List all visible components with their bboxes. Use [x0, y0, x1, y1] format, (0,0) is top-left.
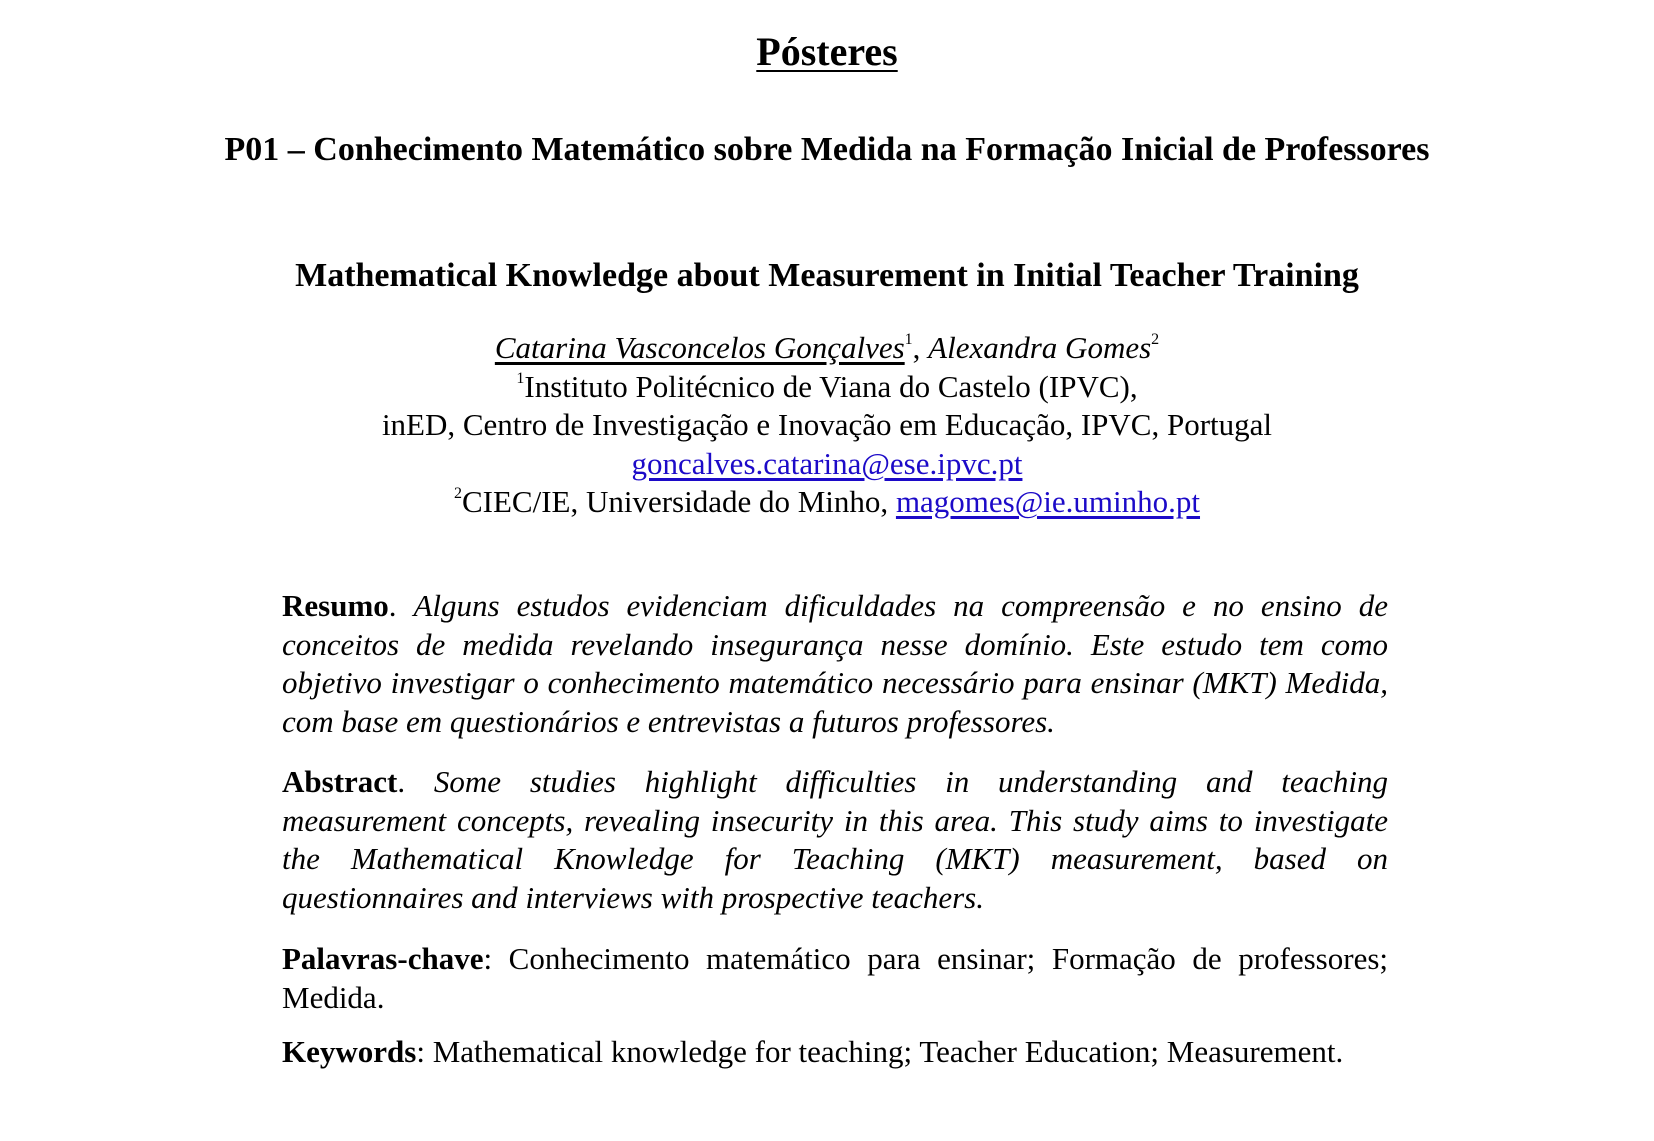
- abstract-label: Abstract: [282, 764, 398, 799]
- affiliation-2-institution: CIEC/IE, Universidade do Minho,: [461, 484, 896, 519]
- section-heading: Pósteres: [756, 29, 898, 74]
- email-link-author-2[interactable]: magomes@ie.uminho.pt: [895, 484, 1201, 519]
- resumo-label: Resumo: [282, 588, 389, 623]
- abstract-text: Some studies highlight difficulties in understanding and teaching measurement concepts, revealing insecurity in this area. This study aims to investigate the Mathematical Knowledge for Teaching (MKT) measurement, based on questionnaires and interviews with prospective teachers.: [282, 764, 1388, 915]
- affiliation-1-line-2: inED, Centro de Investigação e Inovação em Educação, IPVC, Portugal: [381, 407, 1273, 442]
- palavras-chave-punct: :: [483, 941, 509, 976]
- resumo-text: Alguns estudos evidenciam dificuldades na compreensão e no ensino de conceitos de medida revelando insegurança nesse domínio. Este estudo tem como objetivo investigar o conhecimento matemático necessário para ensinar (MKT) Medida, com base em questionários e entrevistas a futuros professores.: [282, 588, 1388, 739]
- resumo-paragraph: [282, 587, 1388, 741]
- author-second-name: Alexandra Gomes: [928, 330, 1152, 365]
- palavras-chave-text: Conhecimento matemático para ensinar; Formação de professores; Medida.: [282, 941, 1389, 1015]
- affiliation-2-line: [0, 483, 1654, 522]
- keywords-text: Mathematical knowledge for teaching; Teacher Education; Measurement.: [432, 1034, 1344, 1069]
- palavras-chave-label: Palavras-chave: [282, 941, 484, 976]
- affiliation-1-institution: Instituto Politécnico de Viana do Castelo (IPVC),: [524, 368, 1138, 404]
- author-separator: ,: [912, 330, 929, 365]
- authors-affiliations-block: [0, 329, 1654, 522]
- author-presenter-name: Catarina Vasconcelos Gonçalves: [494, 330, 905, 365]
- paper-title-portuguese: P01 – Conhecimento Matemático sobre Medida na Formação Inicial de Professores: [224, 131, 1430, 168]
- affiliation-2-marker: 2: [453, 485, 462, 502]
- keywords-paragraph: [282, 1033, 1388, 1072]
- palavras-chave-paragraph: [282, 940, 1388, 1017]
- paper-title-english: Mathematical Knowledge about Measurement in Initial Teacher Training: [295, 257, 1359, 294]
- affiliation-1-marker: 1: [516, 369, 525, 387]
- abstract-punct: .: [397, 764, 434, 799]
- email-1-line: [0, 445, 1654, 484]
- resumo-punct: .: [388, 588, 414, 623]
- email-link-author-1[interactable]: goncalves.catarina@ese.ipvc.pt: [631, 445, 1023, 481]
- abstract-paragraph: [282, 763, 1388, 917]
- keywords-label: Keywords: [282, 1034, 417, 1069]
- author2-affiliation-marker: 2: [1151, 331, 1160, 348]
- author1-affiliation-marker: 1: [904, 331, 913, 348]
- author-line: [0, 329, 1654, 368]
- keywords-punct: :: [416, 1034, 433, 1069]
- affiliation-1-line-1: [0, 368, 1654, 407]
